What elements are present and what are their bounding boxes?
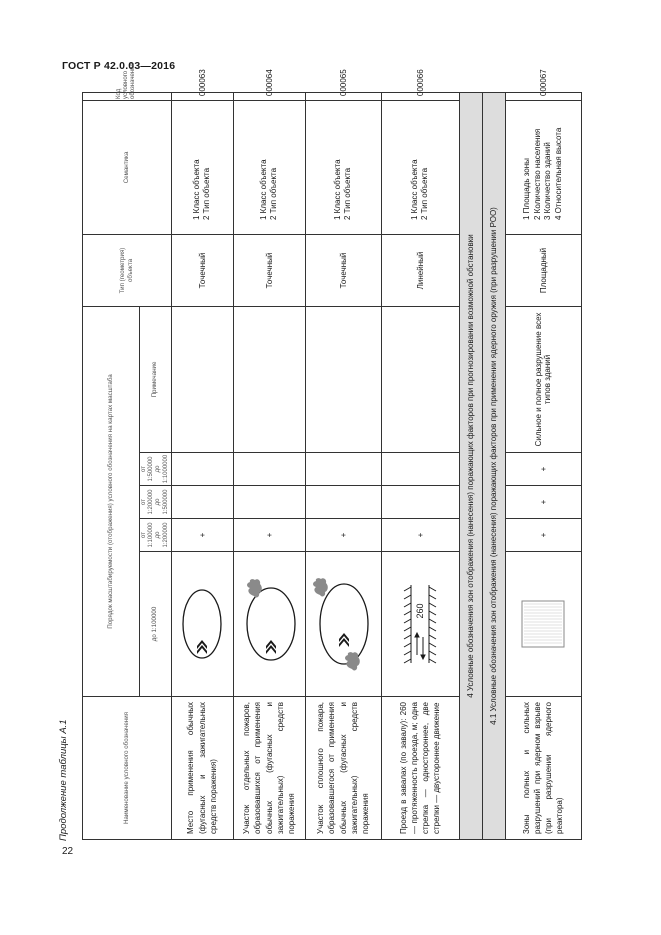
row-type: Точечный [171,234,233,306]
table-row [505,92,581,839]
semantic-item: 4 Относительная высота [553,127,563,220]
rubble-hatch [429,619,436,623]
row-note [305,306,381,452]
row-scale4 [381,453,459,486]
row-symbol [233,552,305,697]
two-way-arrow-icon [415,633,425,659]
semantic-item: 1 Класс объекта [332,159,342,220]
rubble-hatch [429,651,436,655]
row-symbol [171,552,233,697]
row-note [171,306,233,452]
header-name: Наименование условного обозначения [83,697,172,840]
header-scale3: от 1:200000 до 1:500000 [140,486,172,519]
row-scale3 [381,486,459,519]
rubble-hatch [404,643,411,647]
row-semantics [233,100,305,234]
page-number: 22 [62,846,74,857]
rubble-hatch [404,659,411,663]
row-scale3 [233,486,305,519]
row-code: 000066 [381,92,459,100]
rubble-hatch [404,619,411,623]
header-scale2: от 1:100000 до 1:200000 [140,519,172,552]
semantic-item: 1 Класс объекта [191,159,201,220]
row-symbol [305,552,381,697]
rubble-hatch [429,627,436,631]
table-row [233,92,305,839]
header-row-1 [83,92,140,839]
row-semantics [305,100,381,234]
subsection-heading: 4.1 Условные обозначения зон отображения (нанесения) поражающих факторов при применении ядерного оружия (при разрушении РОО) [482,92,505,839]
row-code: 000064 [233,92,305,100]
row-code: 000065 [305,92,381,100]
fire-zone-ellipse [320,584,368,664]
rubble-hatch [429,643,436,647]
row-name: Участок отдельных пожаров, образовавшихся от применения обычных (фугасных и зажигательных) средств поражения [233,697,305,840]
row-type: Точечный [305,234,381,306]
semantic-item: 1 Класс объекта [258,159,268,220]
rubble-hatch [404,635,411,639]
strike-arrow-icon [339,633,349,647]
fire-icon [247,579,262,597]
table-row [305,92,381,839]
table-row [171,92,233,839]
fire-icon [313,578,328,596]
rubble-hatch [429,659,436,663]
subsection-row [482,92,505,839]
row-scale3 [305,486,381,519]
row-note [233,306,305,452]
row-scale4: + [505,453,581,486]
row-semantics [381,100,459,234]
rubble-hatch [404,627,411,631]
rubble-hatch [404,651,411,655]
destruction-zone-symbol [520,599,566,649]
standard-header: ГОСТ Р 42.0.03—2016 [62,60,176,72]
row-scale4 [305,453,381,486]
strike-site-symbol [177,578,227,670]
rubble-hatch [429,611,436,615]
row-scale2: + [505,519,581,552]
row-scale4 [171,453,233,486]
rubble-hatch [429,603,436,607]
rubble-hatch [404,587,411,591]
header-scale-group: Порядок масштабируемости (отображения) условного обозначения на картах масштаба [83,306,140,696]
strike-arrow-icon [266,640,276,654]
semantic-item: 3 Количество зданий [543,142,553,220]
header-type: Тип (геометрия) объекта [83,234,172,306]
row-note: Сильное и полное разрушение всех типов зданий [505,306,581,452]
row-symbol [505,552,581,697]
row-scale2: + [381,519,459,552]
header-scale4: от 1:500000 до 1:1000000 [140,453,172,486]
row-scale3: + [505,486,581,519]
row-scale2: + [233,519,305,552]
semantic-item: 2 Тип объекта [420,167,430,220]
continuous-fire-symbol [310,569,376,679]
row-name: Место применения обычных (фугасных и зажигательных средств поражения) [171,697,233,840]
table-caption: Продолжение таблицы А.1 [58,719,69,841]
semantic-item: 2 Тип объекта [202,167,212,220]
row-symbol [381,552,459,697]
rubble-hatch [429,595,436,599]
header-semantics: Семантика [83,100,172,234]
semantic-item: 2 Тип объекта [269,167,279,220]
row-code: 000067 [505,92,581,100]
rubble-hatch [429,635,436,639]
caption-wrap [56,93,72,841]
row-code: 000063 [171,92,233,100]
semantic-item: 2 Тип объекта [343,167,353,220]
row-type: Линейный [381,234,459,306]
row-semantics [171,100,233,234]
row-note [381,306,459,452]
rubble-hatch [429,587,436,591]
row-scale4 [233,453,305,486]
strike-arrow-icon [197,640,207,654]
row-scale2: + [171,519,233,552]
table-row [381,92,459,839]
row-type: Площадный [505,234,581,306]
passage-length-label: 260 [415,603,426,619]
semantic-item: 2 Количество населения [532,128,542,220]
rubble-hatch [404,603,411,607]
rubble-passage-symbol [398,579,442,669]
row-type: Точечный [233,234,305,306]
semantic-item: 1 Площадь зоны [522,158,532,220]
row-name: Участок сплошного пожара, образовавшегося от применения обычных (фугасных и зажигательных) средств поражения [305,697,381,840]
rubble-hatch [404,595,411,599]
semantic-item: 1 Класс объекта [409,159,419,220]
fire-zone-ellipse [247,588,295,660]
rubble-hatch [404,611,411,615]
header-scale1: до 1:100000 [140,552,172,697]
section-row [459,92,482,839]
separate-fires-symbol [238,574,300,674]
fire-icon [345,652,360,670]
section-heading: 4 Условные обозначения зон отображения (нанесения) поражающих факторов при прогнозировании возможной обстановки [459,92,482,839]
row-name: Проезд в завалах (по завалу): 260 — протяженность проезда, м; одна стрелка — одностороннее, две стрелки — двустороннее движение [381,697,459,840]
row-name: Зоны полных и сильных разрушений при ядерном взрыве (при разрушении ядерного реактора) [505,697,581,840]
row-scale3 [171,486,233,519]
row-semantics [505,100,581,234]
header-code: Код условного обозначения [83,92,172,100]
row-scale2: + [305,519,381,552]
header-note: Примечание [140,306,172,452]
